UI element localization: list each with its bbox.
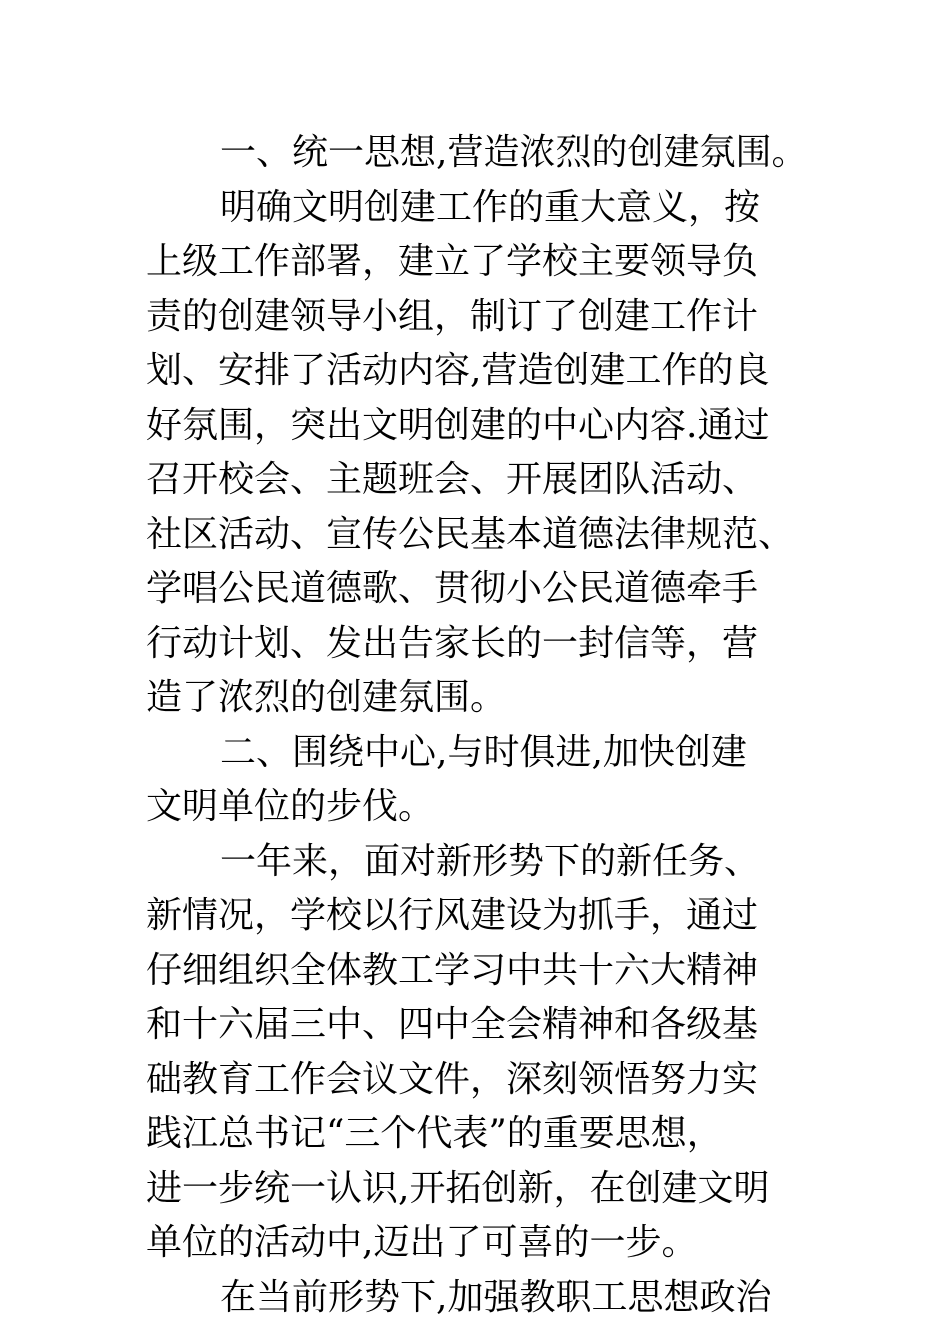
paragraph-line: 一年来，面对新形势下的新任务、	[220, 840, 761, 882]
paragraph-line: 好氛围，突出文明创建的中心内容.通过	[146, 404, 770, 446]
paragraph-line: 践江总书记“三个代表”的重要思想，	[146, 1113, 723, 1154]
paragraph-line: 础教育工作会议文件，深刻领悟努力实	[146, 1058, 759, 1100]
paragraph-line: 造了浓烈的创建氛围。	[146, 677, 507, 718]
paragraph-line: 进一步统一认识,开拓创新，在创建文明	[146, 1167, 770, 1209]
paragraph-line: 单位的活动中,迈出了可喜的一步。	[146, 1222, 698, 1263]
paragraph-line: 社区活动、宣传公民基本道德法律规范、	[146, 513, 795, 555]
paragraph-line: 学唱公民道德歌、贯彻小公民道德牵手	[146, 568, 759, 609]
paragraph-line: 仔细组织全体教工学习中共十六大精神	[146, 949, 759, 991]
paragraph-line: 和十六届三中、四中全会精神和各级基	[146, 1004, 759, 1045]
paragraph-line: 在当前形势下,加强教职工思想政治	[220, 1276, 772, 1318]
paragraph-line: 划、安排了活动内容,营造创建工作的良	[146, 350, 770, 391]
paragraph-line: 上级工作部署，建立了学校主要领导负	[146, 241, 759, 282]
paragraph-line: 责的创建领导小组，制订了创建工作计	[146, 295, 759, 337]
paragraph-line: 新情况，学校以行风建设为抓手，通过	[146, 895, 759, 936]
section-heading-2: 二、围绕中心,与时俱进,加快创建	[220, 731, 747, 773]
body-text	[146, 126, 846, 1325]
paragraph-line: 明确文明创建工作的重大意义，按	[220, 186, 761, 228]
section-heading-1: 一、统一思想,营造浓烈的创建氛围。	[220, 132, 808, 173]
paragraph-line: 召开校会、主题班会、开展团队活动、	[146, 459, 759, 500]
paragraph-line: 行动计划、发出告家长的一封信等，营	[146, 622, 759, 664]
section-heading-2-continued: 文明单位的步伐。	[146, 786, 435, 827]
